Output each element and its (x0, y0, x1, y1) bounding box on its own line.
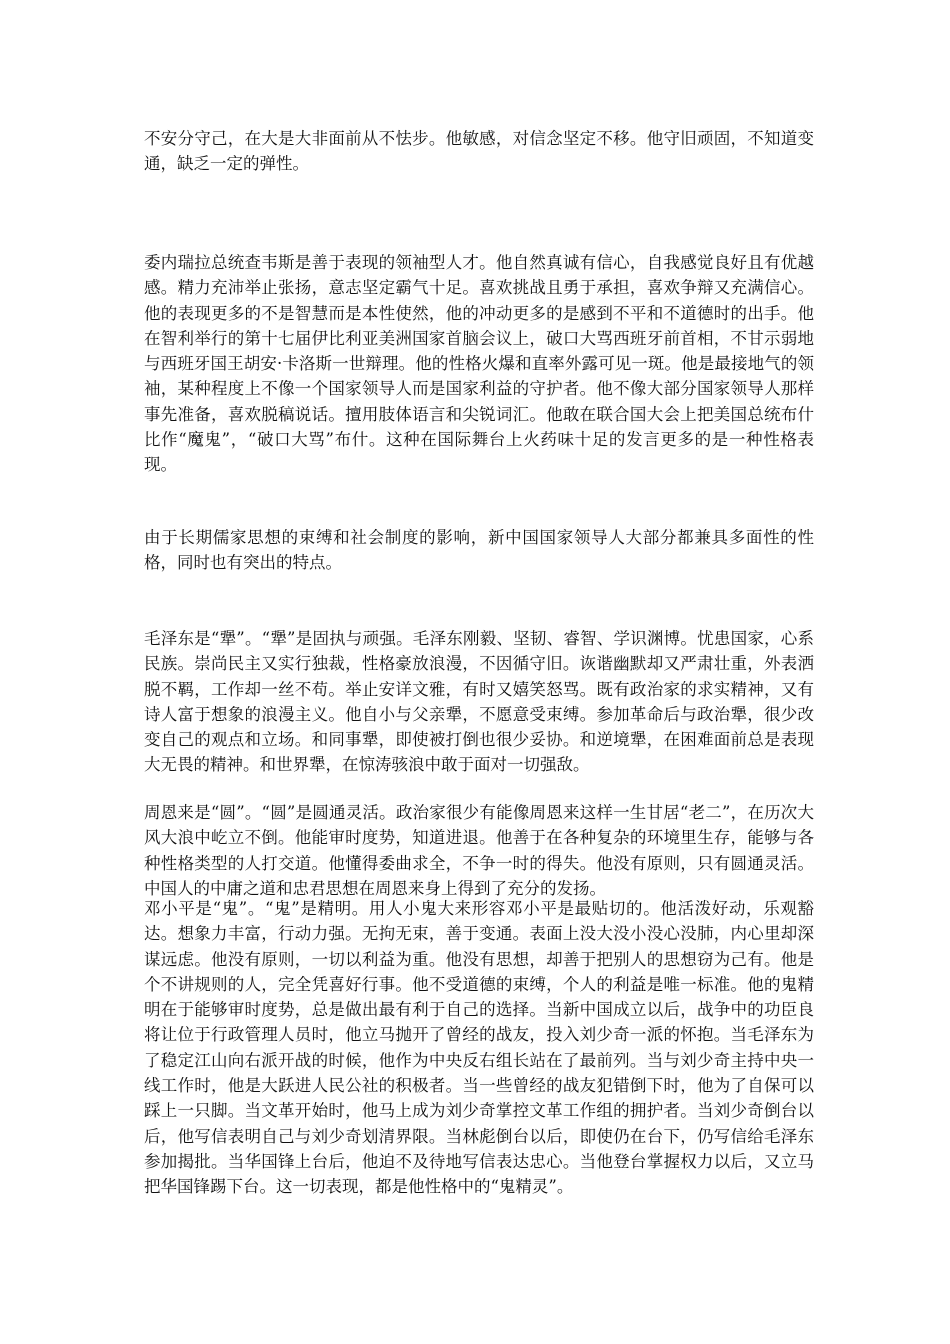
paragraph-deng-xiaoping: 邓小平是“鬼”。“鬼”是精明。用人小鬼大来形容邓小平是最贴切的。他活泼好动，乐观豁达。想象力丰富，行动力强。无拘无束，善于变通。表面上没大没小没心没肺，内心里却深谋远虑。他没有原则，一切以利益为重。他没有思想，却善于把别人的思想窃为己有。他是个不讲规则的人，完全凭喜好行事。他不受道德的束缚，个人的利益是唯一标准。他的鬼精明在于能够审时度势，总是做出最有利于自己的选择。当新中国成立以后，战争中的功臣良将让位于行政管理人员时，他立马抛开了曾经的战友，投入刘少奇一派的怀抱。当毛泽东为了稳定江山向右派开战的时候，他作为中央反右组长站在了最前列。当与刘少奇主持中央一线工作时，他是大跃进人民公社的积极者。当一些曾经的战友犯错倒下时，他为了自保可以踩上一只脚。当文革开始时，他马上成为刘少奇掌控文革工作组的拥护者。当刘少奇倒台以后，他写信表明自己与刘少奇划清界限。当林彪倒台以后，即使仍在台下，仍写信给毛泽东参加揭批。当华国锋上台后，他迫不及待地写信表达忠心。当他登台掌握权力以后，又立马把华国锋踢下台。这一切表现，都是他性格中的“鬼精灵”。 (144, 899, 814, 1197)
paragraph-chavez: 委内瑞拉总统查韦斯是善于表现的领袖型人才。他自然真诚有信心，自我感觉良好且有优越感。精力充沛举止张扬，意志坚定霸气十足。喜欢挑战且勇于承担，喜欢争辩又充满信心。他的表现更多的不是智慧而是本性使然，他的冲动更多的是感到不平和不道德时的出手。他在智利举行的第十七届伊比利亚美洲国家首脑会议上，破口大骂西班牙前首相，不甘示弱地与西班牙国王胡安·卡洛斯一世辩理。他的性格火爆和直率外露可见一斑。他是最接地气的领袖，某种程度上不像一个国家领导人而是国家利益的守护者。他不像大部分国家领导人那样事先准备，喜欢脱稿说话。擅用肢体语言和尖锐词汇。他敢在联合国大会上把美国总统布什比作“魔鬼”，“破口大骂”布什。这种在国际舞台上火药味十足的发言更多的是一种性格表现。 (144, 253, 814, 475)
paragraph-mao-zedong: 毛泽东是“犟”。“犟”是固执与顽强。毛泽东刚毅、坚韧、睿智、学识渊博。忧患国家，心系民族。崇尚民主又实行独裁，性格豪放浪漫，不因循守旧。诙谐幽默却又严肃壮重，外表洒脱不羁，工作却一丝不苟。举止安详文雅，有时又嬉笑怒骂。既有政治家的求实精神，又有诗人富于想象的浪漫主义。他自小与父亲犟，不愿意受束缚。参加革命后与政治犟，很少改变自己的观点和立场。和同事犟，即使被打倒也很少妥协。和逆境犟，在困难面前总是表现大无畏的精神。和世界犟，在惊涛骇浪中敢于面对一切强敌。 (144, 629, 814, 775)
paragraph-character-traits: 不安分守己，在大是大非面前从不怯步。他敏感，对信念坚定不移。他守旧顽固，不知道变通，缺乏一定的弹性。 (144, 129, 814, 174)
paragraph-chinese-leaders-intro: 由于长期儒家思想的束缚和社会制度的影响，新中国国家领导人大部分都兼具多面性的性格，同时也有突出的特点。 (144, 528, 814, 573)
paragraph-zhou-enlai: 周恩来是“圆”。“圆”是圆通灵活。政治家很少有能像周恩来这样一生甘居“老二”，在历次大风大浪中屹立不倒。他能审时度势，知道进退。他善于在各种复杂的环境里生存，能够与各种性格类型的人打交道。他懂得委曲求全，不争一时的得失。他没有原则，只有圆通灵活。中国人的中庸之道和忠君思想在周恩来身上得到了充分的发扬。 (144, 803, 814, 898)
